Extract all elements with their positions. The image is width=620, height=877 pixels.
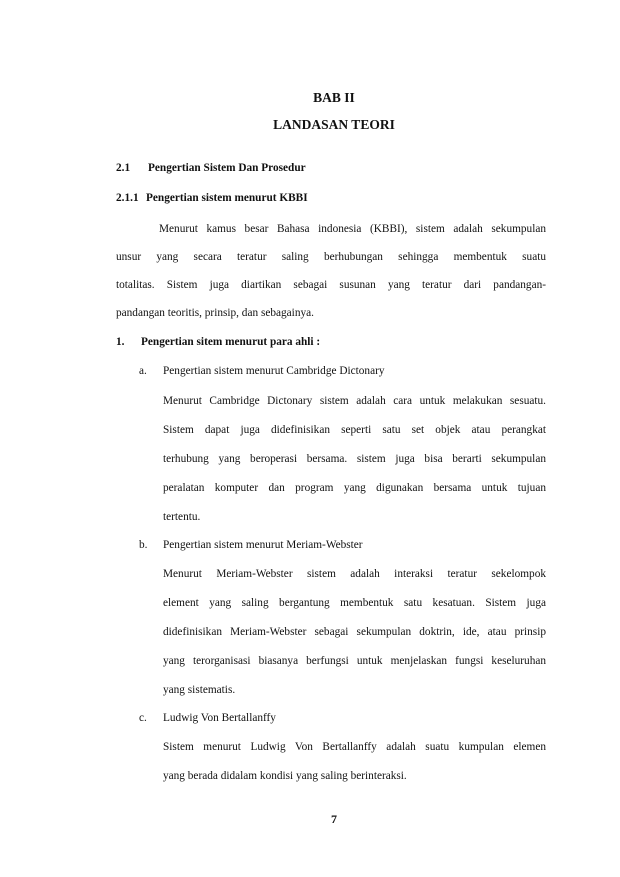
item-b-letter: b.: [139, 539, 148, 551]
page-number: 7: [331, 812, 337, 826]
paragraph-line: totalitas. Sistem juga diartikan sebagai susunan yang teratur dari pandangan-: [116, 279, 546, 291]
paragraph-line: unsur yang secara teratur saling berhubungan sehingga membentuk suatu: [116, 251, 546, 263]
item-a-letter: a.: [139, 365, 147, 377]
paragraph-line: Menurut Cambridge Dictonary sistem adalah cara untuk melakukan sesuatu.: [163, 395, 546, 407]
item-c-title: Ludwig Von Bertallanffy: [163, 712, 276, 724]
paragraph-line: yang sistematis.: [163, 684, 236, 696]
paragraph-line: tertentu.: [163, 511, 201, 523]
paragraph-line: didefinisikan Meriam-Webster sebagai sekumpulan doktrin, ide, atau prinsip: [163, 626, 546, 638]
paragraph-line: Menurut kamus besar Bahasa indonesia (KBBI), sistem adalah sekumpulan: [159, 223, 546, 235]
paragraph-line: terhubung yang beroperasi bersama. sistem juga bisa berarti sekumpulan: [163, 453, 546, 465]
list-1-number: 1.: [116, 336, 125, 348]
item-b-title: Pengertian sistem menurut Meriam-Webster: [163, 539, 363, 551]
paragraph-line: pandangan teoritis, prinsip, dan sebagainya.: [116, 307, 314, 319]
paragraph-line: Menurut Meriam-Webster sistem adalah interaksi teratur sekelompok: [163, 568, 546, 580]
chapter-heading: BAB II: [313, 90, 355, 105]
paragraph-line: peralatan komputer dan program yang digunakan bersama untuk tujuan: [163, 482, 546, 494]
item-a-title: Pengertian sistem menurut Cambridge Dictonary: [163, 365, 385, 377]
section-2-1-1-title: Pengertian sistem menurut KBBI: [146, 192, 308, 204]
paragraph-line: Sistem menurut Ludwig Von Bertallanffy adalah suatu kumpulan elemen: [163, 741, 546, 753]
item-c-letter: c.: [139, 712, 147, 724]
section-2-1-1-number: 2.1.1: [116, 192, 139, 204]
section-2-1-title: Pengertian Sistem Dan Prosedur: [148, 162, 306, 174]
paragraph-line: yang berada didalam kondisi yang saling berinteraksi.: [163, 770, 407, 782]
chapter-title: LANDASAN TEORI: [273, 117, 395, 132]
list-1-title: Pengertian sitem menurut para ahli :: [141, 336, 321, 348]
paragraph-line: yang terorganisasi biasanya berfungsi untuk menjelaskan fungsi keseluruhan: [163, 655, 546, 667]
paragraph-line: Sistem dapat juga didefinisikan seperti satu set objek atau perangkat: [163, 424, 546, 436]
section-2-1-number: 2.1: [116, 162, 131, 174]
paragraph-line: element yang saling bergantung membentuk satu kesatuan. Sistem juga: [163, 597, 546, 609]
